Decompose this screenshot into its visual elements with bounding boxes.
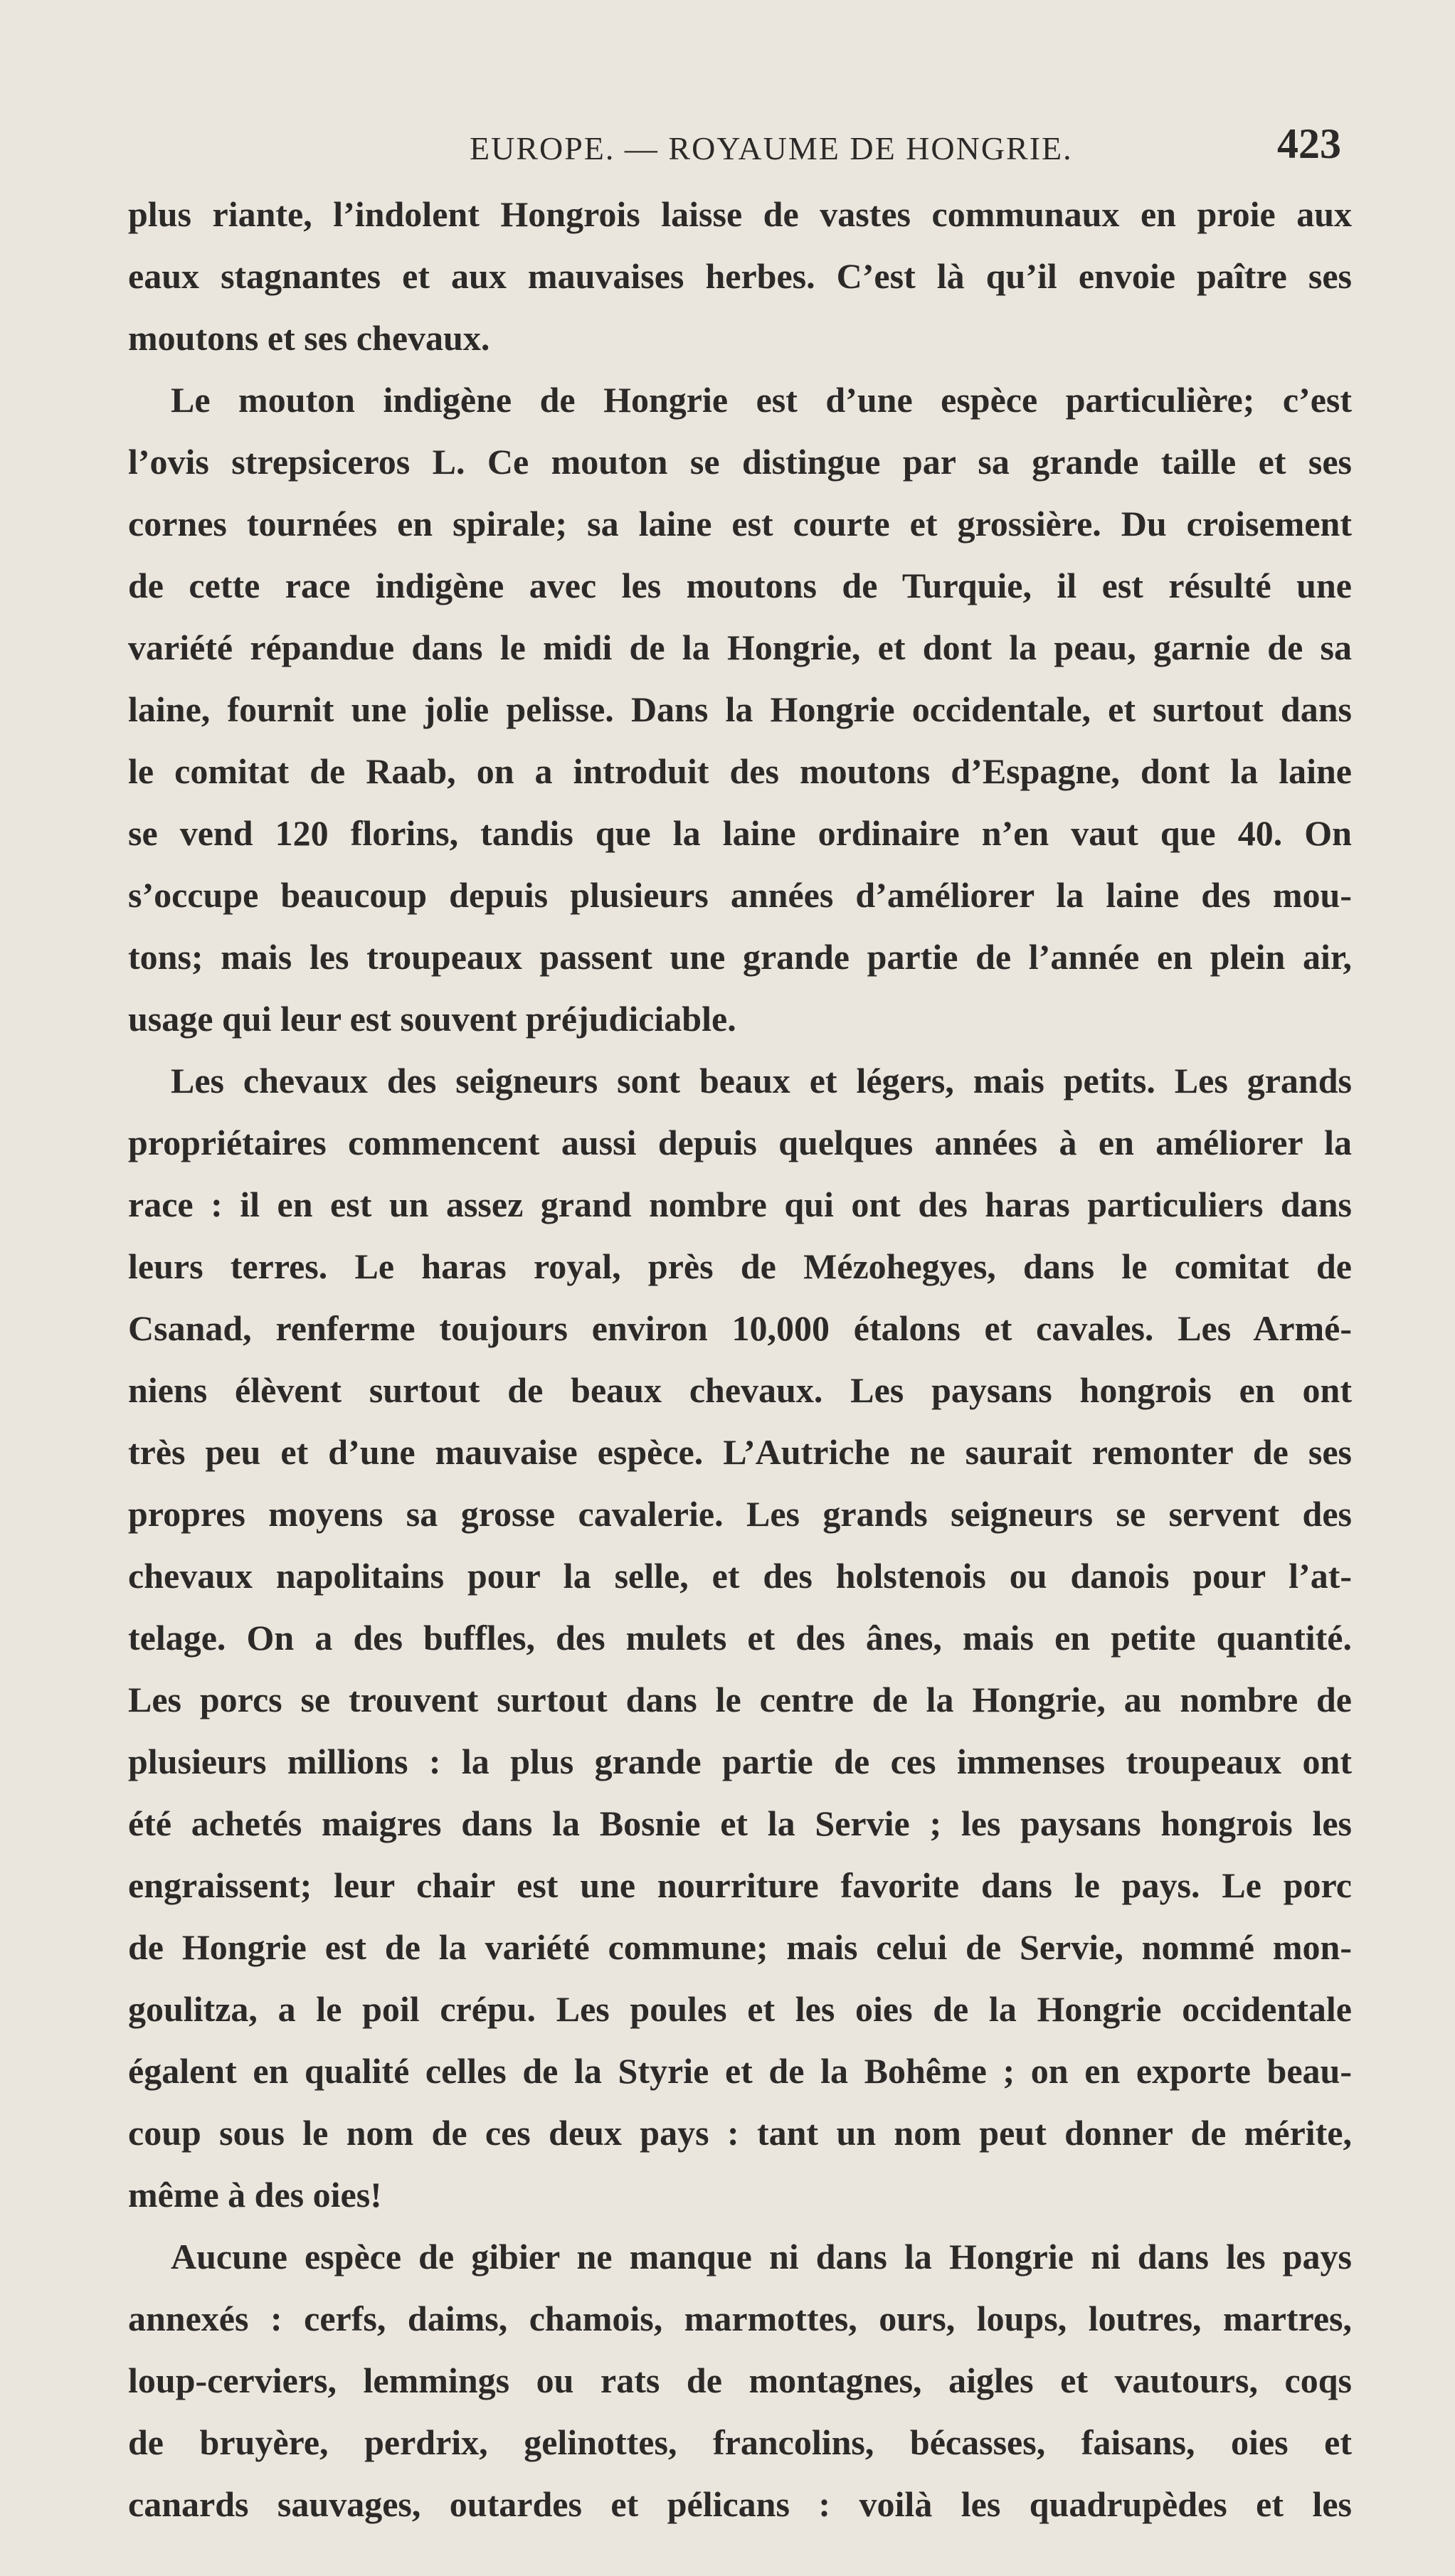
text-line: même à des oies!	[128, 2175, 382, 2215]
text-line: moutons et ses chevaux.	[128, 318, 490, 358]
text-line: de Hongrie est de la variété commune; mais celui de Servie, nommé mon-	[128, 1927, 1352, 1967]
page-number: 423	[1277, 120, 1341, 167]
text-line: Csanad, renferme toujours environ 10,000 étalons et cavales. Les Armé-	[128, 1308, 1352, 1348]
text-line: plus riante, l’indolent Hongrois laisse de vastes communaux en proie aux	[128, 194, 1352, 234]
text-line: annexés : cerfs, daims, chamois, marmottes, ours, loups, loutres, martres,	[128, 2299, 1352, 2338]
paragraph-start-line: Les chevaux des seigneurs sont beaux et légers, mais petits. Les grands	[171, 1061, 1352, 1101]
text-line: de bruyère, perdrix, gelinottes, francolins, bécasses, faisans, oies et	[128, 2422, 1352, 2462]
text-line: eaux stagnantes et aux mauvaises herbes. C’est là qu’il envoie paître ses	[128, 256, 1352, 296]
text-line: laine, fournit une jolie pelisse. Dans la Hongrie occidentale, et surtout dans	[128, 689, 1352, 729]
body-text	[128, 184, 1352, 2535]
text-line: telage. On a des buffles, des mulets et des ânes, mais en petite quantité.	[128, 1618, 1352, 1658]
text-line: l’ovis strepsiceros L. Ce mouton se distingue par sa grande taille et ses	[128, 442, 1352, 482]
text-line: loup-cerviers, lemmings ou rats de montagnes, aigles et vautours, coqs	[128, 2360, 1352, 2400]
running-header	[128, 114, 1352, 178]
text-line: canards sauvages, outardes et pélicans : voilà les quadrupèdes et les	[128, 2484, 1352, 2524]
text-line: été achetés maigres dans la Bosnie et la Servie ; les paysans hongrois les	[128, 1803, 1352, 1843]
text-line: le comitat de Raab, on a introduit des moutons d’Espagne, dont la laine	[128, 751, 1352, 791]
text-line: de cette race indigène avec les moutons de Turquie, il est résulté une	[128, 566, 1352, 605]
text-line: engraissent; leur chair est une nourriture favorite dans le pays. Le porc	[128, 1865, 1352, 1905]
text-line: égalent en qualité celles de la Styrie et de la Bohême ; on en exporte beau-	[128, 2051, 1352, 2091]
text-line: Les porcs se trouvent surtout dans le centre de la Hongrie, au nombre de	[128, 1680, 1352, 1719]
text-line: cornes tournées en spirale; sa laine est courte et grossière. Du croisement	[128, 504, 1352, 544]
text-line: niens élèvent surtout de beaux chevaux. Les paysans hongrois en ont	[128, 1370, 1352, 1410]
paragraph-start-line: Le mouton indigène de Hongrie est d’une espèce particulière; c’est	[171, 380, 1352, 420]
text-line: race : il en est un assez grand nombre qui ont des haras particuliers dans	[128, 1184, 1352, 1224]
text-line: propriétaires commencent aussi depuis quelques années à en améliorer la	[128, 1123, 1352, 1162]
text-line: plusieurs millions : la plus grande partie de ces immenses troupeaux ont	[128, 1742, 1352, 1781]
text-line: propres moyens sa grosse cavalerie. Les grands seigneurs se servent des	[128, 1494, 1352, 1534]
running-title: EUROPE. — ROYAUME DE HONGRIE.	[470, 130, 1073, 166]
text-line: chevaux napolitains pour la selle, et des holstenois ou danois pour l’at-	[128, 1556, 1352, 1596]
text-line: leurs terres. Le haras royal, près de Mézohegyes, dans le comitat de	[128, 1246, 1352, 1286]
text-line: tons; mais les troupeaux passent une grande partie de l’année en plein air,	[128, 937, 1352, 977]
text-line: coup sous le nom de ces deux pays : tant un nom peut donner de mérite,	[128, 2113, 1352, 2153]
text-line: goulitza, a le poil crépu. Les poules et les oies de la Hongrie occidentale	[128, 1989, 1352, 2029]
paragraph-start-line: Aucune espèce de gibier ne manque ni dans la Hongrie ni dans les pays	[171, 2237, 1352, 2276]
text-line: se vend 120 florins, tandis que la laine ordinaire n’en vaut que 40. On	[128, 813, 1352, 853]
text-line: variété répandue dans le midi de la Hongrie, et dont la peau, garnie de sa	[128, 627, 1352, 667]
text-line: s’occupe beaucoup depuis plusieurs années d’améliorer la laine des mou-	[128, 875, 1352, 915]
text-line: très peu et d’une mauvaise espèce. L’Autriche ne saurait remonter de ses	[128, 1432, 1352, 1472]
text-line: usage qui leur est souvent préjudiciable.	[128, 999, 736, 1039]
